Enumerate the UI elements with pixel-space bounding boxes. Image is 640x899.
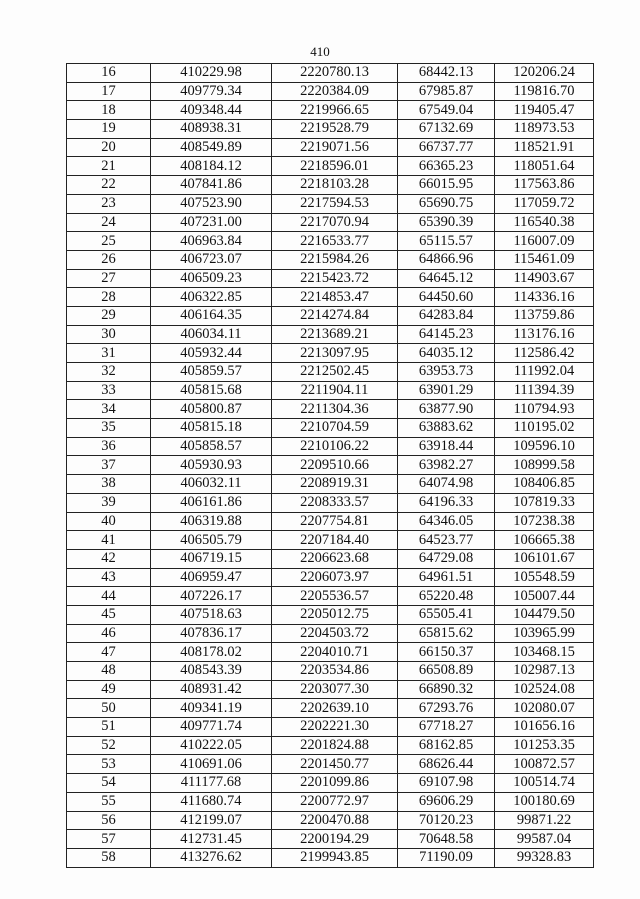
col-5-cell: 117059.72 — [495, 194, 594, 213]
col-2-cell: 407231.00 — [151, 213, 272, 232]
col-5-cell: 100872.57 — [495, 755, 594, 774]
col-5-cell: 111992.04 — [495, 363, 594, 382]
col-4-cell: 68626.44 — [398, 755, 495, 774]
col-3-cell: 2201450.77 — [272, 755, 398, 774]
col-4-cell: 65690.75 — [398, 194, 495, 213]
col-3-cell: 2202639.10 — [272, 699, 398, 718]
table-row — [67, 101, 594, 120]
col-5-cell: 106101.67 — [495, 549, 594, 568]
col-2-cell: 405800.87 — [151, 400, 272, 419]
col-2-cell: 408543.39 — [151, 662, 272, 681]
table-row — [67, 605, 594, 624]
table-row — [67, 138, 594, 157]
table-row — [67, 736, 594, 755]
col-2-cell: 409779.34 — [151, 82, 272, 101]
col-2-cell: 413276.62 — [151, 848, 272, 867]
col-4-cell: 67132.69 — [398, 120, 495, 139]
col-2-cell: 406959.47 — [151, 568, 272, 587]
col-4-cell: 66737.77 — [398, 138, 495, 157]
col-4-cell: 64074.98 — [398, 475, 495, 494]
col-2-cell: 407518.63 — [151, 605, 272, 624]
col-5-cell: 105548.59 — [495, 568, 594, 587]
col-4-cell: 67718.27 — [398, 718, 495, 737]
table-row — [67, 718, 594, 737]
col-5-cell: 118051.64 — [495, 157, 594, 176]
col-3-cell: 2207184.40 — [272, 531, 398, 550]
page-number: 410 — [310, 44, 330, 59]
table-row — [67, 680, 594, 699]
col-4-cell: 63953.73 — [398, 363, 495, 382]
col-3-cell: 2204503.72 — [272, 624, 398, 643]
table-row — [67, 288, 594, 307]
col-2-cell: 406509.23 — [151, 269, 272, 288]
col-5-cell: 102987.13 — [495, 662, 594, 681]
table-row — [67, 568, 594, 587]
col-4-cell: 64645.12 — [398, 269, 495, 288]
col-5-cell: 100180.69 — [495, 792, 594, 811]
table-row — [67, 493, 594, 512]
col-4-cell: 70648.58 — [398, 830, 495, 849]
col-3-cell: 2206073.97 — [272, 568, 398, 587]
col-3-cell: 2201824.88 — [272, 736, 398, 755]
row-index-cell: 29 — [67, 306, 151, 325]
table-row — [67, 549, 594, 568]
col-3-cell: 2203077.30 — [272, 680, 398, 699]
col-4-cell: 67549.04 — [398, 101, 495, 120]
col-5-cell: 100514.74 — [495, 774, 594, 793]
row-index-cell: 49 — [67, 680, 151, 699]
col-3-cell: 2202221.30 — [272, 718, 398, 737]
col-2-cell: 406319.88 — [151, 512, 272, 531]
table-row — [67, 176, 594, 195]
table-row — [67, 325, 594, 344]
table-row — [67, 531, 594, 550]
table-row — [67, 232, 594, 251]
col-4-cell: 68442.13 — [398, 64, 495, 83]
col-4-cell: 64196.33 — [398, 493, 495, 512]
col-4-cell: 64145.23 — [398, 325, 495, 344]
col-2-cell: 407841.86 — [151, 176, 272, 195]
table-row — [67, 250, 594, 269]
col-4-cell: 64346.05 — [398, 512, 495, 531]
col-3-cell: 2210704.59 — [272, 419, 398, 438]
row-index-cell: 31 — [67, 344, 151, 363]
table-row — [67, 512, 594, 531]
col-3-cell: 2207754.81 — [272, 512, 398, 531]
col-2-cell: 412199.07 — [151, 811, 272, 830]
col-2-cell: 411177.68 — [151, 774, 272, 793]
row-index-cell: 17 — [67, 82, 151, 101]
col-2-cell: 406719.15 — [151, 549, 272, 568]
row-index-cell: 25 — [67, 232, 151, 251]
col-5-cell: 120206.24 — [495, 64, 594, 83]
col-4-cell: 66015.95 — [398, 176, 495, 195]
col-5-cell: 101253.35 — [495, 736, 594, 755]
col-2-cell: 405815.68 — [151, 381, 272, 400]
row-index-cell: 21 — [67, 157, 151, 176]
col-2-cell: 405932.44 — [151, 344, 272, 363]
data-table — [66, 63, 594, 868]
row-index-cell: 34 — [67, 400, 151, 419]
col-3-cell: 2213689.21 — [272, 325, 398, 344]
row-index-cell: 18 — [67, 101, 151, 120]
row-index-cell: 56 — [67, 811, 151, 830]
table-row — [67, 774, 594, 793]
col-3-cell: 2203534.86 — [272, 662, 398, 681]
col-3-cell: 2215423.72 — [272, 269, 398, 288]
table-row — [67, 699, 594, 718]
table-row — [67, 624, 594, 643]
row-index-cell: 54 — [67, 774, 151, 793]
col-3-cell: 2212502.45 — [272, 363, 398, 382]
col-3-cell: 2217594.53 — [272, 194, 398, 213]
row-index-cell: 55 — [67, 792, 151, 811]
col-5-cell: 99328.83 — [495, 848, 594, 867]
table-row — [67, 269, 594, 288]
col-3-cell: 2200470.88 — [272, 811, 398, 830]
col-5-cell: 113759.86 — [495, 306, 594, 325]
col-2-cell: 408184.12 — [151, 157, 272, 176]
col-5-cell: 105007.44 — [495, 587, 594, 606]
col-5-cell: 104479.50 — [495, 605, 594, 624]
col-5-cell: 113176.16 — [495, 325, 594, 344]
col-3-cell: 2201099.86 — [272, 774, 398, 793]
table-row — [67, 830, 594, 849]
row-index-cell: 32 — [67, 363, 151, 382]
col-5-cell: 115461.09 — [495, 250, 594, 269]
col-5-cell: 102080.07 — [495, 699, 594, 718]
col-4-cell: 64729.08 — [398, 549, 495, 568]
table-row — [67, 213, 594, 232]
col-2-cell: 406034.11 — [151, 325, 272, 344]
table-row — [67, 456, 594, 475]
row-index-cell: 28 — [67, 288, 151, 307]
table-row — [67, 381, 594, 400]
row-index-cell: 43 — [67, 568, 151, 587]
col-5-cell: 106665.38 — [495, 531, 594, 550]
col-5-cell: 108406.85 — [495, 475, 594, 494]
col-3-cell: 2211904.11 — [272, 381, 398, 400]
col-2-cell: 407523.90 — [151, 194, 272, 213]
col-2-cell: 405815.18 — [151, 419, 272, 438]
col-2-cell: 406505.79 — [151, 531, 272, 550]
row-index-cell: 23 — [67, 194, 151, 213]
table-row — [67, 120, 594, 139]
col-2-cell: 406164.35 — [151, 306, 272, 325]
col-5-cell: 101656.16 — [495, 718, 594, 737]
col-3-cell: 2219966.65 — [272, 101, 398, 120]
col-4-cell: 66890.32 — [398, 680, 495, 699]
col-2-cell: 408931.42 — [151, 680, 272, 699]
col-3-cell: 2200194.29 — [272, 830, 398, 849]
row-index-cell: 50 — [67, 699, 151, 718]
row-index-cell: 46 — [67, 624, 151, 643]
col-3-cell: 2220384.09 — [272, 82, 398, 101]
col-4-cell: 67293.76 — [398, 699, 495, 718]
col-3-cell: 2206623.68 — [272, 549, 398, 568]
col-2-cell: 408938.31 — [151, 120, 272, 139]
table-row — [67, 643, 594, 662]
table-row — [67, 437, 594, 456]
col-4-cell: 64283.84 — [398, 306, 495, 325]
table-row — [67, 755, 594, 774]
col-5-cell: 114903.67 — [495, 269, 594, 288]
col-2-cell: 405858.57 — [151, 437, 272, 456]
row-index-cell: 42 — [67, 549, 151, 568]
col-3-cell: 2211304.36 — [272, 400, 398, 419]
col-5-cell: 99871.22 — [495, 811, 594, 830]
row-index-cell: 35 — [67, 419, 151, 438]
col-4-cell: 63877.90 — [398, 400, 495, 419]
row-index-cell: 57 — [67, 830, 151, 849]
col-4-cell: 63901.29 — [398, 381, 495, 400]
col-5-cell: 107819.33 — [495, 493, 594, 512]
col-3-cell: 2204010.71 — [272, 643, 398, 662]
col-4-cell: 65505.41 — [398, 605, 495, 624]
col-3-cell: 2205536.57 — [272, 587, 398, 606]
col-5-cell: 118973.53 — [495, 120, 594, 139]
col-2-cell: 405859.57 — [151, 363, 272, 382]
col-2-cell: 405930.93 — [151, 456, 272, 475]
col-2-cell: 407836.17 — [151, 624, 272, 643]
row-index-cell: 40 — [67, 512, 151, 531]
col-5-cell: 118521.91 — [495, 138, 594, 157]
row-index-cell: 19 — [67, 120, 151, 139]
col-3-cell: 2219071.56 — [272, 138, 398, 157]
table-body — [67, 64, 594, 868]
col-5-cell: 102524.08 — [495, 680, 594, 699]
col-5-cell: 109596.10 — [495, 437, 594, 456]
row-index-cell: 16 — [67, 64, 151, 83]
table-row — [67, 344, 594, 363]
col-4-cell: 71190.09 — [398, 848, 495, 867]
col-4-cell: 66508.89 — [398, 662, 495, 681]
col-3-cell: 2210106.22 — [272, 437, 398, 456]
col-4-cell: 64961.51 — [398, 568, 495, 587]
row-index-cell: 22 — [67, 176, 151, 195]
col-3-cell: 2213097.95 — [272, 344, 398, 363]
table-row — [67, 64, 594, 83]
col-3-cell: 2218596.01 — [272, 157, 398, 176]
table-row — [67, 419, 594, 438]
col-2-cell: 406963.84 — [151, 232, 272, 251]
col-2-cell: 411680.74 — [151, 792, 272, 811]
col-5-cell: 116007.09 — [495, 232, 594, 251]
table-row — [67, 811, 594, 830]
col-3-cell: 2208333.57 — [272, 493, 398, 512]
col-3-cell: 2218103.28 — [272, 176, 398, 195]
col-5-cell: 110195.02 — [495, 419, 594, 438]
col-4-cell: 65390.39 — [398, 213, 495, 232]
col-3-cell: 2214274.84 — [272, 306, 398, 325]
table-row — [67, 587, 594, 606]
table-row — [67, 662, 594, 681]
col-5-cell: 107238.38 — [495, 512, 594, 531]
col-5-cell: 112586.42 — [495, 344, 594, 363]
col-5-cell: 110794.93 — [495, 400, 594, 419]
col-4-cell: 65815.62 — [398, 624, 495, 643]
col-4-cell: 66365.23 — [398, 157, 495, 176]
col-5-cell: 119816.70 — [495, 82, 594, 101]
col-2-cell: 407226.17 — [151, 587, 272, 606]
col-3-cell: 2217070.94 — [272, 213, 398, 232]
col-4-cell: 70120.23 — [398, 811, 495, 830]
col-2-cell: 409341.19 — [151, 699, 272, 718]
col-4-cell: 65220.48 — [398, 587, 495, 606]
col-4-cell: 68162.85 — [398, 736, 495, 755]
table-row — [67, 792, 594, 811]
col-3-cell: 2208919.31 — [272, 475, 398, 494]
col-5-cell: 99587.04 — [495, 830, 594, 849]
col-3-cell: 2205012.75 — [272, 605, 398, 624]
table-row — [67, 82, 594, 101]
col-4-cell: 69107.98 — [398, 774, 495, 793]
col-2-cell: 410222.05 — [151, 736, 272, 755]
table-row — [67, 400, 594, 419]
col-5-cell: 119405.47 — [495, 101, 594, 120]
row-index-cell: 44 — [67, 587, 151, 606]
row-index-cell: 52 — [67, 736, 151, 755]
col-4-cell: 63918.44 — [398, 437, 495, 456]
col-2-cell: 410229.98 — [151, 64, 272, 83]
col-3-cell: 2199943.85 — [272, 848, 398, 867]
col-4-cell: 67985.87 — [398, 82, 495, 101]
row-index-cell: 37 — [67, 456, 151, 475]
col-2-cell: 409771.74 — [151, 718, 272, 737]
col-4-cell: 69606.29 — [398, 792, 495, 811]
row-index-cell: 53 — [67, 755, 151, 774]
row-index-cell: 27 — [67, 269, 151, 288]
col-4-cell: 64035.12 — [398, 344, 495, 363]
col-2-cell: 406723.07 — [151, 250, 272, 269]
row-index-cell: 26 — [67, 250, 151, 269]
col-5-cell: 117563.86 — [495, 176, 594, 195]
row-index-cell: 38 — [67, 475, 151, 494]
col-3-cell: 2219528.79 — [272, 120, 398, 139]
col-2-cell: 406322.85 — [151, 288, 272, 307]
row-index-cell: 48 — [67, 662, 151, 681]
col-3-cell: 2215984.26 — [272, 250, 398, 269]
col-2-cell: 408549.89 — [151, 138, 272, 157]
row-index-cell: 20 — [67, 138, 151, 157]
col-5-cell: 114336.16 — [495, 288, 594, 307]
col-4-cell: 64450.60 — [398, 288, 495, 307]
table-row — [67, 194, 594, 213]
col-2-cell: 406161.86 — [151, 493, 272, 512]
col-5-cell: 103965.99 — [495, 624, 594, 643]
row-index-cell: 36 — [67, 437, 151, 456]
col-3-cell: 2220780.13 — [272, 64, 398, 83]
table-row — [67, 475, 594, 494]
col-4-cell: 66150.37 — [398, 643, 495, 662]
table-row — [67, 157, 594, 176]
col-4-cell: 63883.62 — [398, 419, 495, 438]
col-4-cell: 65115.57 — [398, 232, 495, 251]
col-5-cell: 116540.38 — [495, 213, 594, 232]
row-index-cell: 39 — [67, 493, 151, 512]
row-index-cell: 33 — [67, 381, 151, 400]
row-index-cell: 24 — [67, 213, 151, 232]
table-row — [67, 306, 594, 325]
col-4-cell: 64866.96 — [398, 250, 495, 269]
table-row — [67, 848, 594, 867]
row-index-cell: 45 — [67, 605, 151, 624]
row-index-cell: 30 — [67, 325, 151, 344]
col-4-cell: 63982.27 — [398, 456, 495, 475]
table-row — [67, 363, 594, 382]
row-index-cell: 47 — [67, 643, 151, 662]
row-index-cell: 41 — [67, 531, 151, 550]
col-3-cell: 2200772.97 — [272, 792, 398, 811]
col-4-cell: 64523.77 — [398, 531, 495, 550]
row-index-cell: 51 — [67, 718, 151, 737]
col-2-cell: 409348.44 — [151, 101, 272, 120]
col-3-cell: 2214853.47 — [272, 288, 398, 307]
row-index-cell: 58 — [67, 848, 151, 867]
col-2-cell: 412731.45 — [151, 830, 272, 849]
col-5-cell: 108999.58 — [495, 456, 594, 475]
col-5-cell: 103468.15 — [495, 643, 594, 662]
col-3-cell: 2216533.77 — [272, 232, 398, 251]
col-2-cell: 410691.06 — [151, 755, 272, 774]
col-2-cell: 408178.02 — [151, 643, 272, 662]
col-2-cell: 406032.11 — [151, 475, 272, 494]
col-5-cell: 111394.39 — [495, 381, 594, 400]
col-3-cell: 2209510.66 — [272, 456, 398, 475]
